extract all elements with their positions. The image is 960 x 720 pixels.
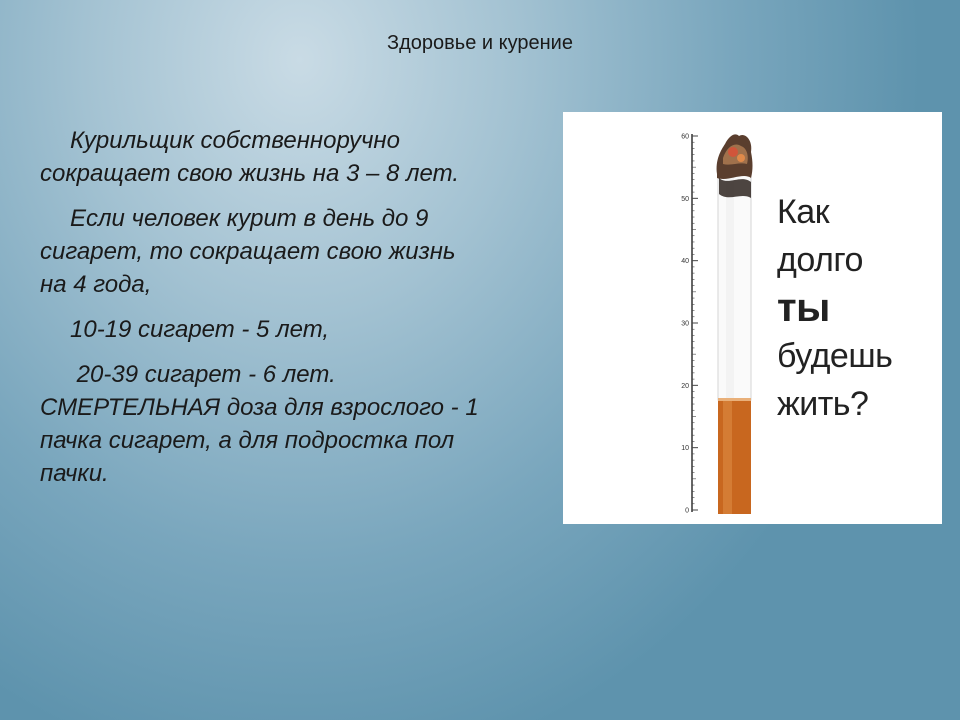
ruler-label: 20	[681, 382, 689, 390]
caption-line-3: ты	[777, 286, 830, 330]
caption-line-2: долго	[777, 241, 863, 279]
cigarette-picture	[563, 112, 942, 524]
paragraph-4	[40, 358, 545, 490]
ruler-labels	[681, 134, 689, 515]
ruler-ticks	[692, 136, 698, 510]
slide-title: Здоровье и курение	[387, 32, 573, 54]
p4-line-1: 20-39 сигарет - 6 лет.	[70, 361, 336, 388]
ruler-label: 40	[681, 258, 689, 266]
paragraph-2	[40, 202, 545, 301]
body-text	[40, 124, 545, 502]
cigarette-filter	[718, 398, 751, 514]
caption-line-1: Как	[777, 193, 830, 231]
ruler-label: 0	[685, 507, 689, 515]
p3-line-1: 10-19 сигарет - 5 лет,	[70, 316, 330, 343]
cigarette-paper	[718, 172, 751, 400]
p1-line-2: сокращает свою жизнь на 3 – 8 лет.	[40, 160, 460, 187]
p2-line-3: на 4 года,	[40, 271, 152, 298]
p1-line-1: Курильщик собственноручно	[70, 127, 400, 154]
p2-line-1: Если человек курит в день до 9	[70, 205, 429, 232]
ruler-label: 10	[681, 445, 689, 453]
ruler-label: 30	[681, 320, 689, 328]
caption-line-4: будешь	[777, 337, 893, 375]
p4-line-2: СМЕРТЕЛЬНАЯ доза для взрослого - 1	[40, 394, 479, 421]
ruler-label: 60	[681, 133, 689, 141]
picture-caption	[777, 188, 937, 428]
paragraph-1	[40, 124, 545, 190]
ruler-label: 50	[681, 195, 689, 203]
p4-line-4: пачки.	[40, 460, 109, 487]
caption-line-5: жить?	[777, 385, 869, 423]
paragraph-3	[40, 313, 545, 346]
p4-line-3: пачка сигарет, а для подростка пол	[40, 427, 455, 454]
p2-line-2: сигарет, то сокращает свою жизнь	[40, 238, 456, 265]
